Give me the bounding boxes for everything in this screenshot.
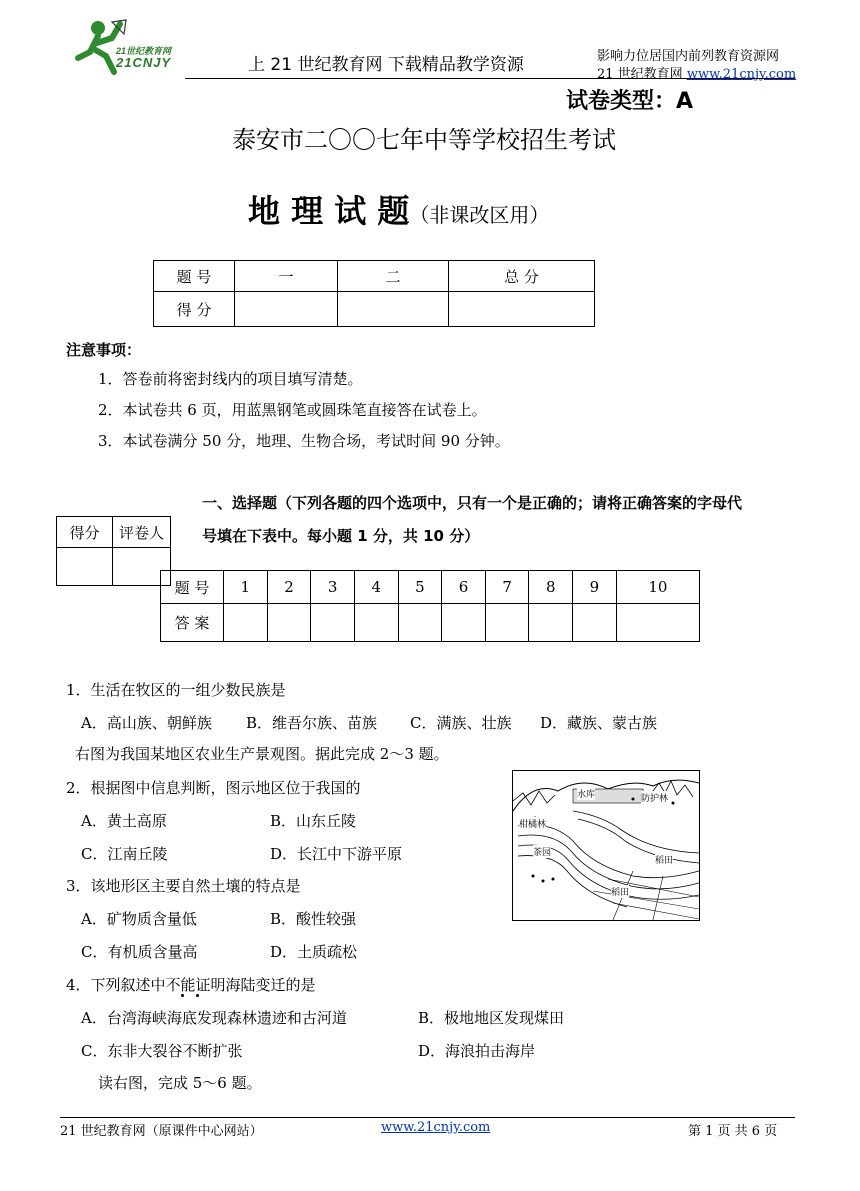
q2-option-c: C．江南丘陵 — [81, 845, 168, 863]
intro-q2-3: 右图为我国某地区农业生产景观图。据此完成 2～3 题。 — [75, 745, 449, 763]
answer-number-cell: 9 — [573, 571, 617, 604]
score-table-header-cell: 一 — [235, 261, 338, 292]
subject-title: 地 理 试 题 — [248, 192, 410, 230]
q4-option-a: A．台湾海峡海底发现森林遗迹和古河道 — [81, 1009, 347, 1027]
section1-instruction-line1: 一、选择题（下列各题的四个选项中，只有一个是正确的；请将正确答案的字母代 — [202, 494, 743, 512]
grader-score-label: 得分 — [57, 517, 113, 548]
footer-site-link[interactable]: www.21cnjy.com — [381, 1120, 491, 1135]
answer-cell[interactable] — [616, 604, 699, 642]
answer-cell[interactable] — [267, 604, 311, 642]
question-1: 1．生活在牧区的一组少数民族是 — [66, 681, 286, 699]
answer-cell[interactable] — [485, 604, 529, 642]
label-shelter-forest: 防护林 — [641, 791, 668, 804]
answer-number-cell: 4 — [354, 571, 398, 604]
score-table-header-row — [154, 261, 595, 292]
header-right-line2 — [597, 63, 796, 82]
q1-option-d: D．藏族、蒙古族 — [540, 714, 658, 732]
logo-english: 21CNJY — [116, 55, 172, 70]
score-cell[interactable] — [449, 292, 595, 327]
q2-option-b: B．山东丘陵 — [270, 812, 357, 830]
section1-instruction-line2: 号填在下表中。每小题 1 分，共 10 分） — [202, 527, 480, 545]
answer-cell[interactable] — [224, 604, 268, 642]
q3-option-a: A．矿物质含量低 — [81, 910, 197, 928]
answer-cell[interactable] — [354, 604, 398, 642]
answer-cell[interactable] — [529, 604, 573, 642]
q3-option-c: C．有机质含量高 — [81, 943, 198, 961]
score-table-header-cell: 题 号 — [154, 261, 235, 292]
paper-type: 试卷类型：A — [566, 89, 694, 114]
answer-number-cell: 6 — [442, 571, 486, 604]
score-cell[interactable] — [338, 292, 449, 327]
subject-note: （非课改区用） — [409, 203, 550, 227]
grader-score-cell[interactable] — [57, 548, 113, 586]
label-orange-grove: 柑橘林 — [519, 817, 546, 830]
answer-number-cell: 1 — [224, 571, 268, 604]
grader-name-label: 评卷人 — [113, 517, 171, 548]
notes-title: 注意事项： — [66, 341, 142, 359]
answer-number-cell: 8 — [529, 571, 573, 604]
label-paddy-field: 稻田 — [611, 885, 629, 898]
emphasis-dot — [181, 994, 184, 997]
answer-number-cell: 5 — [398, 571, 442, 604]
answer-label: 答 案 — [161, 604, 224, 642]
exam-title: 泰安市二〇〇七年中等学校招生考试 — [232, 126, 616, 154]
note-item: 1．答卷前将密封线内的项目填写清楚。 — [98, 370, 363, 388]
answer-cell[interactable] — [442, 604, 486, 642]
label-tea-garden: 茶园 — [533, 845, 551, 858]
footer-page-number: 第 1 页 共 6 页 — [688, 1124, 778, 1139]
question-4: 4．下列叙述中不能证明海陆变迁的是 — [66, 976, 316, 994]
answer-number-cell: 2 — [267, 571, 311, 604]
q4-option-c: C．东非大裂谷不断扩张 — [81, 1042, 243, 1060]
emphasis-dot — [196, 994, 199, 997]
agriculture-landscape-figure — [512, 770, 700, 921]
q1-option-b: B．维吾尔族、苗族 — [246, 714, 378, 732]
q2-option-d: D．长江中下游平原 — [270, 845, 403, 863]
score-table-header-cell: 总 分 — [449, 261, 595, 292]
header-site-link[interactable]: www.21cnjy.com — [686, 67, 797, 82]
score-row-label: 得 分 — [154, 292, 235, 327]
answer-number-label: 题 号 — [161, 571, 224, 604]
answer-number-cell: 7 — [485, 571, 529, 604]
q3-option-b: B．酸性较强 — [270, 910, 357, 928]
answer-row — [161, 604, 700, 642]
label-reservoir: 水库 — [577, 787, 595, 800]
answer-table — [160, 570, 700, 642]
q2-option-a: A．黄土高原 — [81, 812, 167, 830]
answer-cell[interactable] — [311, 604, 355, 642]
score-table-score-row — [154, 292, 595, 327]
q3-option-d: D．土质疏松 — [270, 943, 358, 961]
footer-left: 21 世纪教育网（原课件中心网站） — [60, 1124, 263, 1139]
q1-option-c: C．满族、壮族 — [410, 714, 512, 732]
header-right-line1: 影响力位居国内前列教育资源网 — [597, 49, 780, 64]
note-item: 3．本试卷满分 50 分，地理、生物合场，考试时间 90 分钟。 — [98, 432, 510, 450]
answer-number-cell: 10 — [616, 571, 699, 604]
answer-number-cell: 3 — [311, 571, 355, 604]
intro-q5-6: 读右图，完成 5～6 题。 — [98, 1074, 262, 1092]
header-slogan: 上 21 世纪教育网 下载精品教学资源 — [248, 55, 524, 75]
logo-chinese: 21世纪教育网 — [116, 46, 172, 56]
answer-cell[interactable] — [398, 604, 442, 642]
q4-option-b: B．极地地区发现煤田 — [418, 1009, 565, 1027]
q1-option-a: A．高山族、朝鲜族 — [81, 714, 212, 732]
question-2: 2．根据图中信息判断，图示地区位于我国的 — [66, 779, 361, 797]
label-paddy-field: 稻田 — [655, 853, 673, 866]
score-cell[interactable] — [235, 292, 338, 327]
header-divider — [185, 78, 795, 79]
answer-cell[interactable] — [573, 604, 617, 642]
score-table — [153, 260, 595, 327]
question-3: 3．该地形区主要自然土壤的特点是 — [66, 877, 301, 895]
site-logo[interactable] — [68, 18, 188, 78]
subject-title-line — [248, 186, 549, 232]
answer-number-row — [161, 571, 700, 604]
score-table-header-cell: 二 — [338, 261, 449, 292]
note-item: 2．本试卷共 6 页，用蓝黑钢笔或圆珠笔直接答在试卷上。 — [98, 401, 487, 419]
header-right-prefix: 21 世纪教育网 — [597, 67, 687, 82]
grader-box — [56, 516, 171, 586]
q4-option-d: D．海浪拍击海岸 — [418, 1042, 536, 1060]
footer-divider — [60, 1117, 795, 1118]
